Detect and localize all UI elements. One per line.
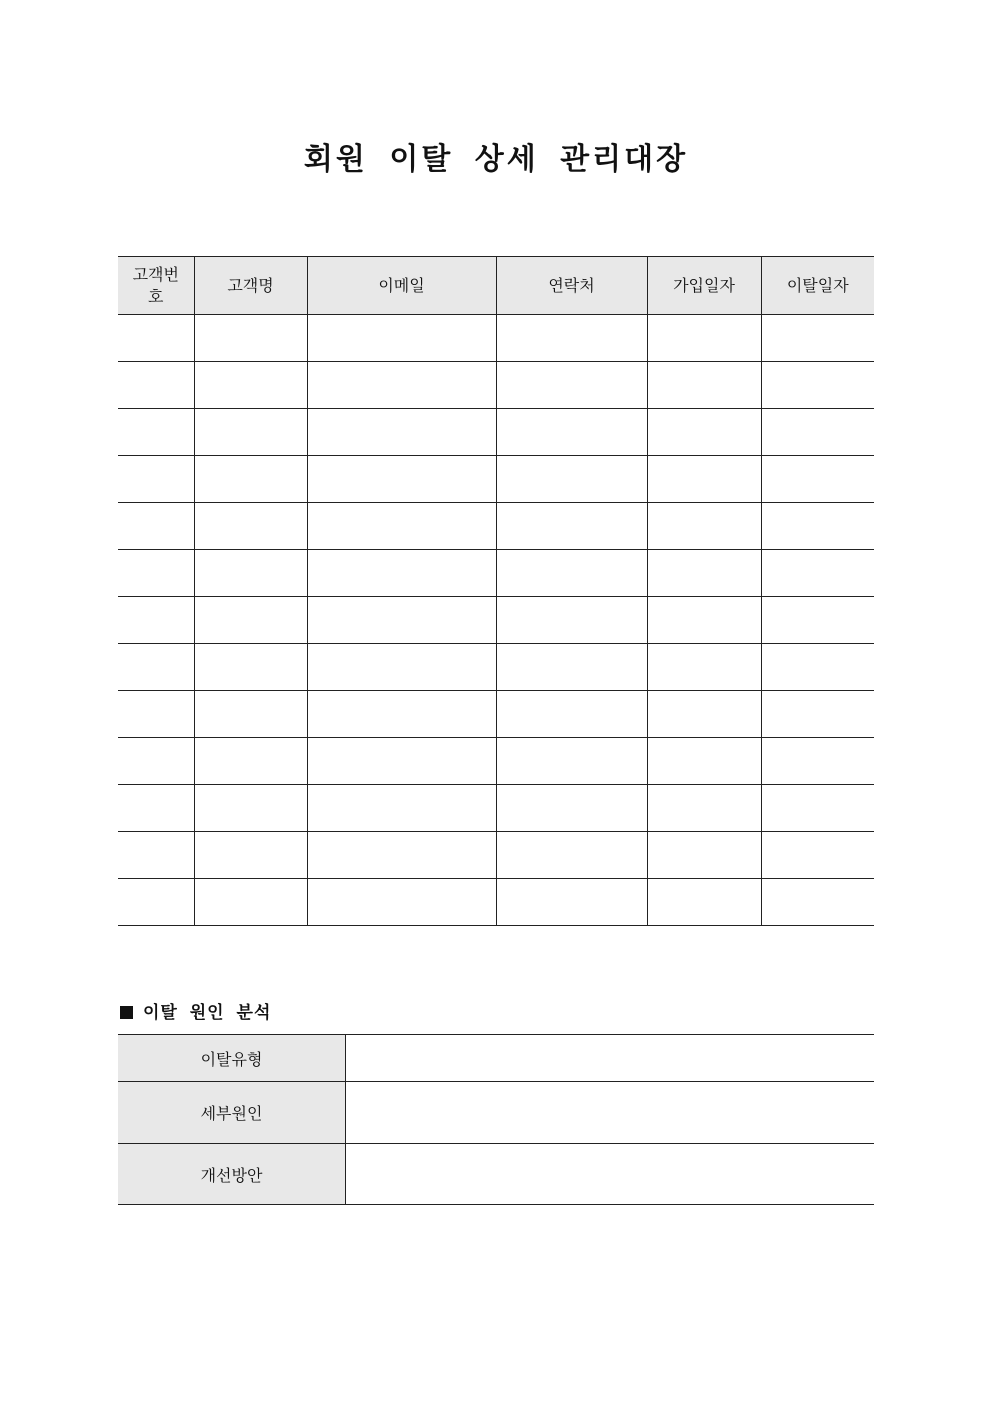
table-cell[interactable]: [118, 550, 194, 597]
table-cell[interactable]: [194, 456, 307, 503]
table-cell[interactable]: [307, 597, 496, 644]
header-customer-name: 고객명: [194, 257, 307, 315]
table-cell[interactable]: [647, 456, 761, 503]
table-row: [118, 550, 874, 597]
table-cell[interactable]: [118, 691, 194, 738]
table-cell[interactable]: [761, 644, 874, 691]
table-cell[interactable]: [118, 597, 194, 644]
table-cell[interactable]: [307, 550, 496, 597]
analysis-label-improvement: 개선방안: [118, 1144, 346, 1205]
table-row: [118, 1035, 874, 1082]
table-cell[interactable]: [307, 832, 496, 879]
table-cell[interactable]: [647, 503, 761, 550]
table-row: [118, 456, 874, 503]
analysis-value-improvement[interactable]: [346, 1144, 875, 1205]
table-cell[interactable]: [761, 550, 874, 597]
table-row: [118, 644, 874, 691]
table-row: [118, 362, 874, 409]
table-cell[interactable]: [647, 362, 761, 409]
table-cell[interactable]: [496, 550, 647, 597]
table-cell[interactable]: [761, 362, 874, 409]
table-cell[interactable]: [761, 738, 874, 785]
table-cell[interactable]: [194, 832, 307, 879]
table-cell[interactable]: [761, 597, 874, 644]
table-cell[interactable]: [647, 879, 761, 926]
table-cell[interactable]: [194, 550, 307, 597]
table-cell[interactable]: [761, 456, 874, 503]
table-cell[interactable]: [647, 315, 761, 362]
table-row: [118, 315, 874, 362]
table-row: [118, 691, 874, 738]
header-churn-date: 이탈일자: [761, 257, 874, 315]
table-cell[interactable]: [761, 409, 874, 456]
header-label: 고객번 호: [132, 264, 179, 306]
table-cell[interactable]: [194, 738, 307, 785]
table-row: [118, 879, 874, 926]
table-cell[interactable]: [307, 785, 496, 832]
table-cell[interactable]: [761, 315, 874, 362]
table-cell[interactable]: [761, 503, 874, 550]
table-cell[interactable]: [307, 691, 496, 738]
table-cell[interactable]: [194, 785, 307, 832]
table-row: [118, 597, 874, 644]
table-cell[interactable]: [194, 362, 307, 409]
table-row: [118, 832, 874, 879]
table-cell[interactable]: [647, 644, 761, 691]
table-cell[interactable]: [496, 315, 647, 362]
analysis-table: [118, 1034, 874, 1205]
table-row: [118, 1144, 874, 1205]
table-cell[interactable]: [118, 644, 194, 691]
table-row: [118, 503, 874, 550]
churn-table: [118, 256, 874, 926]
analysis-value-type[interactable]: [346, 1035, 875, 1082]
table-cell[interactable]: [118, 832, 194, 879]
table-cell[interactable]: [194, 691, 307, 738]
table-cell[interactable]: [307, 409, 496, 456]
table-cell[interactable]: [647, 597, 761, 644]
table-cell[interactable]: [194, 409, 307, 456]
table-cell[interactable]: [118, 738, 194, 785]
table-cell[interactable]: [194, 503, 307, 550]
table-cell[interactable]: [194, 879, 307, 926]
table-cell[interactable]: [118, 785, 194, 832]
analysis-value-cause[interactable]: [346, 1082, 875, 1144]
table-cell[interactable]: [647, 691, 761, 738]
table-cell[interactable]: [496, 409, 647, 456]
table-cell[interactable]: [118, 456, 194, 503]
table-cell[interactable]: [761, 785, 874, 832]
header-contact: 연락처: [496, 257, 647, 315]
analysis-label-cause: 세부원인: [118, 1082, 346, 1144]
table-cell[interactable]: [761, 879, 874, 926]
table-header-row: [118, 257, 874, 315]
table-cell[interactable]: [496, 644, 647, 691]
section-heading: [120, 998, 271, 1023]
analysis-label-type: 이탈유형: [118, 1035, 346, 1082]
table-cell[interactable]: [194, 644, 307, 691]
table-cell[interactable]: [496, 832, 647, 879]
table-cell[interactable]: [194, 315, 307, 362]
table-row: [118, 409, 874, 456]
table-row: [118, 738, 874, 785]
table-cell[interactable]: [496, 785, 647, 832]
table-cell[interactable]: [761, 832, 874, 879]
table-cell[interactable]: [118, 315, 194, 362]
page-title: 회원 이탈 상세 관리대장: [303, 142, 689, 177]
table-cell[interactable]: [118, 503, 194, 550]
table-cell[interactable]: [496, 691, 647, 738]
table-cell[interactable]: [647, 738, 761, 785]
table-cell[interactable]: [118, 362, 194, 409]
table-cell[interactable]: [647, 785, 761, 832]
table-cell[interactable]: [647, 832, 761, 879]
table-cell[interactable]: [307, 738, 496, 785]
table-cell[interactable]: [307, 362, 496, 409]
table-cell[interactable]: [307, 503, 496, 550]
header-customer-no: [118, 257, 194, 315]
square-bullet-icon: [120, 1006, 133, 1019]
table-row: [118, 1082, 874, 1144]
header-email: 이메일: [307, 257, 496, 315]
table-cell[interactable]: [496, 362, 647, 409]
table-cell[interactable]: [307, 456, 496, 503]
table-row: [118, 785, 874, 832]
table-cell[interactable]: [496, 456, 647, 503]
table-cell[interactable]: [118, 879, 194, 926]
header-join-date: 가입일자: [647, 257, 761, 315]
table-cell[interactable]: [761, 691, 874, 738]
section-heading-label: 이탈 원인 분석: [143, 1003, 272, 1023]
table-cell[interactable]: [496, 879, 647, 926]
table-cell[interactable]: [496, 597, 647, 644]
table-cell[interactable]: [496, 738, 647, 785]
table-cell[interactable]: [118, 409, 194, 456]
table-cell[interactable]: [194, 597, 307, 644]
table-cell[interactable]: [496, 503, 647, 550]
table-cell[interactable]: [307, 879, 496, 926]
table-cell[interactable]: [307, 644, 496, 691]
table-cell[interactable]: [647, 550, 761, 597]
table-cell[interactable]: [307, 315, 496, 362]
table-cell[interactable]: [647, 409, 761, 456]
